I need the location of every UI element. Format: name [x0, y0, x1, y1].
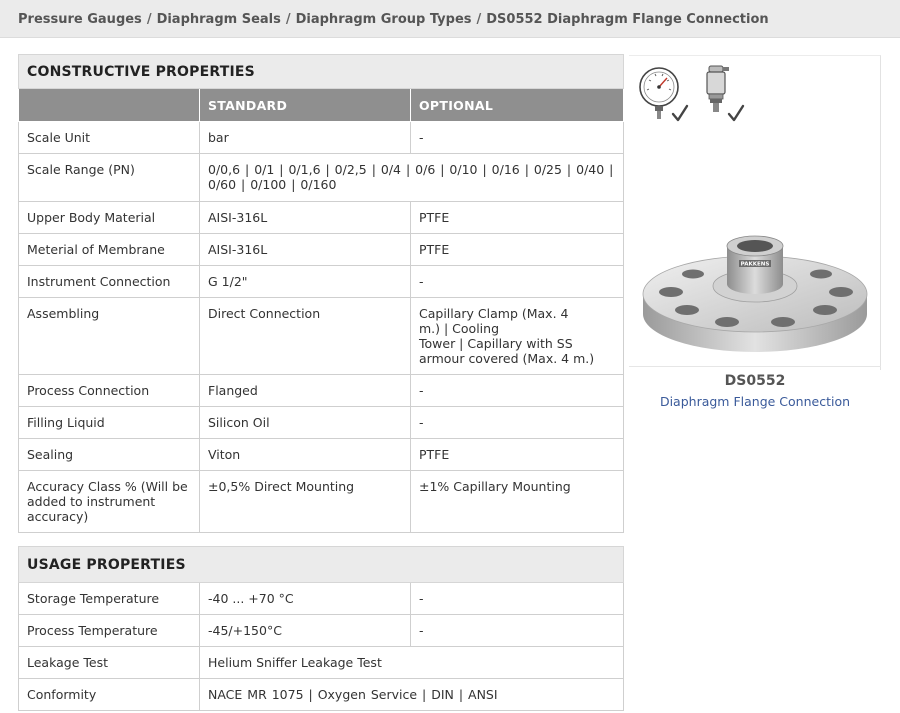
table-row — [19, 615, 624, 647]
breadcrumb-pressure-gauges[interactable]: Pressure Gauges — [18, 12, 142, 27]
compatible-icons-graphic — [637, 62, 757, 132]
table-row — [19, 439, 624, 471]
row-label: Conformity — [19, 679, 200, 711]
table-row — [19, 375, 624, 407]
row-standard: ±0,5% Direct Mounting — [200, 471, 411, 533]
row-standard: bar — [200, 122, 411, 154]
row-standard: -45/+150°C — [200, 615, 411, 647]
table-row — [19, 298, 624, 375]
option-line: Capillary Clamp (Max. 4 — [419, 306, 569, 321]
row-optional: PTFE — [411, 439, 624, 471]
row-optional: - — [411, 407, 624, 439]
row-standard-scale-range: 0/0,6 | 0/1 | 0/1,6 | 0/2,5 | 0/4 | 0/6 | 0/10 | 0/16 | 0/25 | 0/40 | 0/60 | 0/100 | 0/160 — [200, 154, 624, 202]
table-row — [19, 583, 624, 615]
row-optional — [411, 298, 624, 375]
table-row — [19, 202, 624, 234]
row-optional: - — [411, 266, 624, 298]
row-optional: - — [411, 122, 624, 154]
row-optional: - — [411, 583, 624, 615]
row-label: Storage Temperature — [19, 583, 200, 615]
option-line: armour covered (Max. 4 m.) — [419, 351, 595, 366]
breadcrumb-separator: / — [285, 12, 291, 27]
table-row — [19, 154, 624, 202]
row-label: Upper Body Material — [19, 202, 200, 234]
row-standard: Silicon Oil — [200, 407, 411, 439]
product-name-link[interactable]: Diaphragm Flange Connection — [659, 394, 851, 409]
row-label: Scale Range (PN) — [19, 154, 200, 202]
row-optional: ±1% Capillary Mounting — [411, 471, 624, 533]
row-label: Process Connection — [19, 375, 200, 407]
option-line: Tower | Capillary with SS — [419, 336, 573, 351]
row-label: Instrument Connection — [19, 266, 200, 298]
product-side-panel — [629, 55, 881, 370]
row-label: Sealing — [19, 439, 200, 471]
row-label: Meterial of Membrane — [19, 234, 200, 266]
option-line: m.) | Cooling — [419, 321, 500, 336]
row-value: Helium Sniffer Leakage Test — [200, 647, 624, 679]
table-row — [19, 471, 624, 533]
row-optional: - — [411, 615, 624, 647]
table-header-row — [19, 89, 624, 122]
row-value: NACE MR 1075 | Oxygen Service | DIN | ANSI — [200, 679, 624, 711]
pressure-gauge-icon — [640, 68, 678, 119]
flange-graphic — [641, 234, 869, 356]
row-standard: Direct Connection — [200, 298, 411, 375]
checkmark-icon — [673, 106, 687, 120]
row-standard: G 1/2" — [200, 266, 411, 298]
row-label: Scale Unit — [19, 122, 200, 154]
section-title-usage: USAGE PROPERTIES — [19, 547, 624, 583]
table-row — [19, 266, 624, 298]
row-optional: PTFE — [411, 202, 624, 234]
row-label: Process Temperature — [19, 615, 200, 647]
product-code: DS0552 — [724, 373, 786, 389]
breadcrumb-diaphragm-seals[interactable]: Diaphragm Seals — [156, 12, 281, 27]
row-standard: -40 ... +70 °C — [200, 583, 411, 615]
table-row — [19, 234, 624, 266]
row-standard: AISI-316L — [200, 202, 411, 234]
row-optional: PTFE — [411, 234, 624, 266]
header-optional: OPTIONAL — [411, 89, 624, 122]
breadcrumb-separator: / — [146, 12, 152, 27]
breadcrumb-current: DS0552 Diaphragm Flange Connection — [486, 12, 769, 27]
row-label: Leakage Test — [19, 647, 200, 679]
row-optional: - — [411, 375, 624, 407]
constructive-properties-table — [18, 54, 624, 533]
table-row — [19, 407, 624, 439]
divider — [629, 366, 881, 367]
breadcrumb-separator: / — [476, 12, 482, 27]
table-row — [19, 679, 624, 711]
row-label: Filling Liquid — [19, 407, 200, 439]
checkmark-icon — [729, 106, 743, 120]
section-title-constructive: CONSTRUCTIVE PROPERTIES — [19, 55, 624, 89]
row-standard: Flanged — [200, 375, 411, 407]
row-standard: AISI-316L — [200, 234, 411, 266]
row-label: Accuracy Class % (Will be added to instrument accuracy) — [19, 471, 200, 533]
table-row — [19, 122, 624, 154]
table-row — [19, 647, 624, 679]
compatible-instruments — [637, 62, 757, 136]
usage-properties-table — [18, 546, 624, 711]
breadcrumb — [0, 0, 900, 38]
pressure-transmitter-icon — [707, 66, 729, 112]
product-image — [641, 234, 869, 356]
breadcrumb-diaphragm-group-types[interactable]: Diaphragm Group Types — [295, 12, 472, 27]
brand-mark: PAKKENS — [740, 261, 770, 268]
row-standard: Viton — [200, 439, 411, 471]
header-standard: STANDARD — [200, 89, 411, 122]
row-label: Assembling — [19, 298, 200, 375]
header-empty — [19, 89, 200, 122]
